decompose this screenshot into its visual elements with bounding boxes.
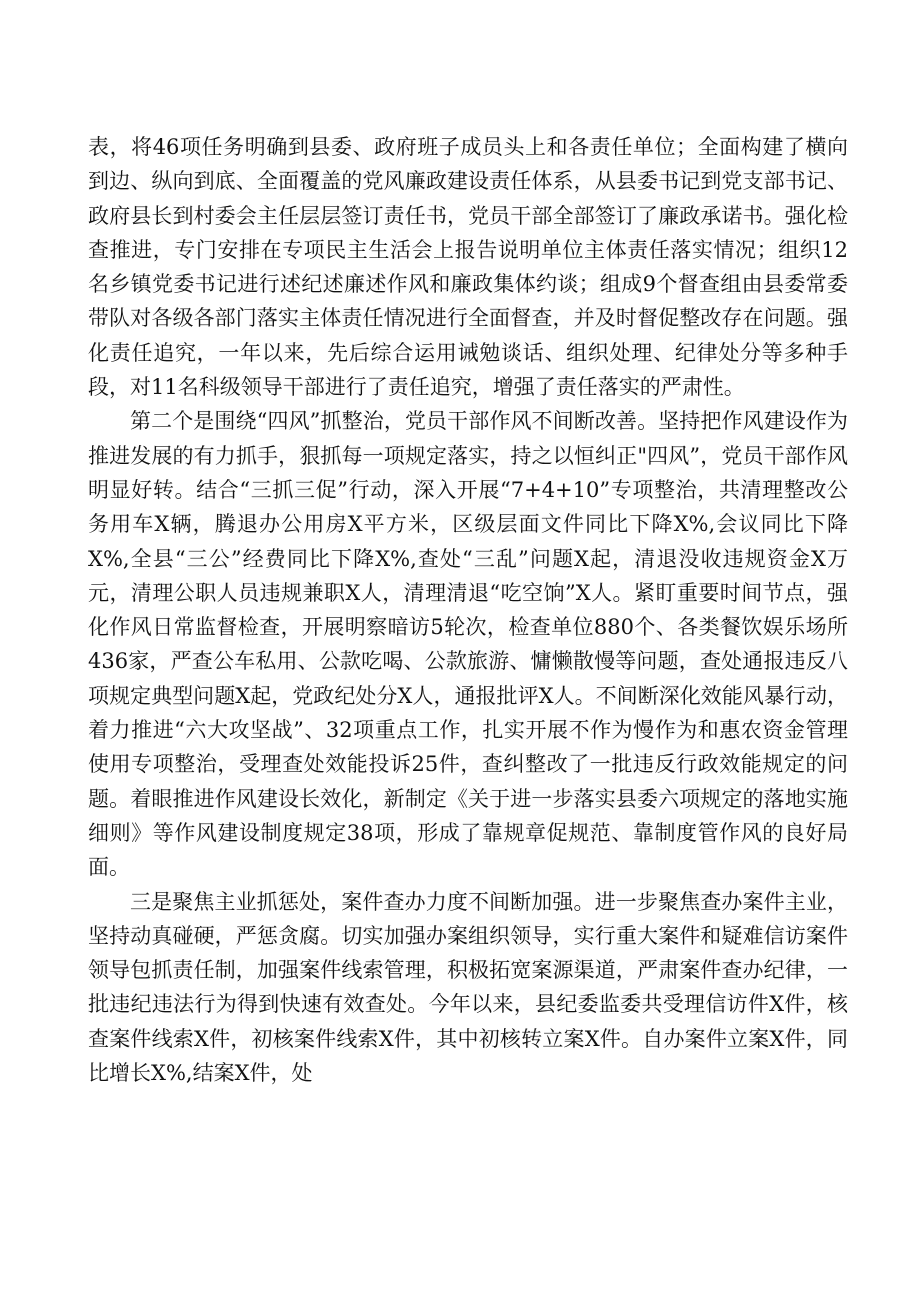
document-body <box>88 130 848 1090</box>
paragraph-case-handling: 三是聚焦主业抓惩处，案件查办力度不间断加强。进一步聚焦查办案件主业，坚持动真碰硬，严惩贪腐。切实加强办案组织领导，实行重大案件和疑难信访案件领导包抓责任制，加强案件线索管理，积极拓宽案源渠道，严肃案件查办纪律，一批违纪违法行为得到快速有效查处。今年以来，县纪委监委共受理信访件X件，核查案件线索X件，初核案件线索X件，其中初核转立案X件。自办案件立案X件，同比增长X%,结案X件，处 <box>88 889 848 1086</box>
paragraph-style-improvement: 第二个是围绕“四风”抓整治，党员干部作风不间断改善。坚持把作风建设作为推进发展的有力抓手，狠抓每一项规定落实，持之以恒纠正"四风”，党员干部作风明显好转。结合“三抓三促”行动，深入开展“7+4+10”专项整治，共清理整改公务用车X辆，腾退办公用房X平方米，区级层面文件同比下降X%,会议同比下降X%,全县“三公”经费同比下降X%,查处“三乱”问题X起，清退没收违规资金X万元，清理公职人员违规兼职X人，清理清退“吃空饷”X人。紧盯重要时间节点，强化作风日常监督检查，开展明察暗访5轮次，检查单位880个、各类餐饮娱乐场所436家，严查公车私用、公款吃喝、公款旅游、慵懒散慢等问题，查处通报违反八项规定典型问题X起，党政纪处分X人，通报批评X人。不间断深化效能风暴行动，着力推进“六大攻坚战”、32项重点工作，扎实开展不作为慢作为和惠农资金管理使用专项整治，受理查处效能投诉25件，查纠整改了一批违反行政效能规定的问题。着眼推进作风建设长效化，新制定《关于进一步落实县委六项规定的落地实施细则》等作风建设制度规定38项，形成了靠规章促规范、靠制度管作风的良好局面。 <box>88 409 848 880</box>
paragraph-continued: 表，将46项任务明确到县委、政府班子成员头上和各责任单位；全面构建了横向到边、纵向到底、全面覆盖的党风廉政建设责任体系，从县委书记到党支部书记、政府县长到村委会主任层层签订责任书，党员干部全部签订了廉政承诺书。强化检查推进，专门安排在专项民主生活会上报告说明单位主体责任落实情况；组织12名乡镇党委书记进行述纪述廉述作风和廉政集体约谈；组成9个督查组由县委常委带队对各级各部门落实主体责任情况进行全面督查，并及时督促整改存在问题。强化责任追究，一年以来，先后综合运用诫勉谈话、组织处理、纪律处分等多种手段，对11名科级领导干部进行了责任追究，增强了责任落实的严肃性。 <box>88 135 848 400</box>
